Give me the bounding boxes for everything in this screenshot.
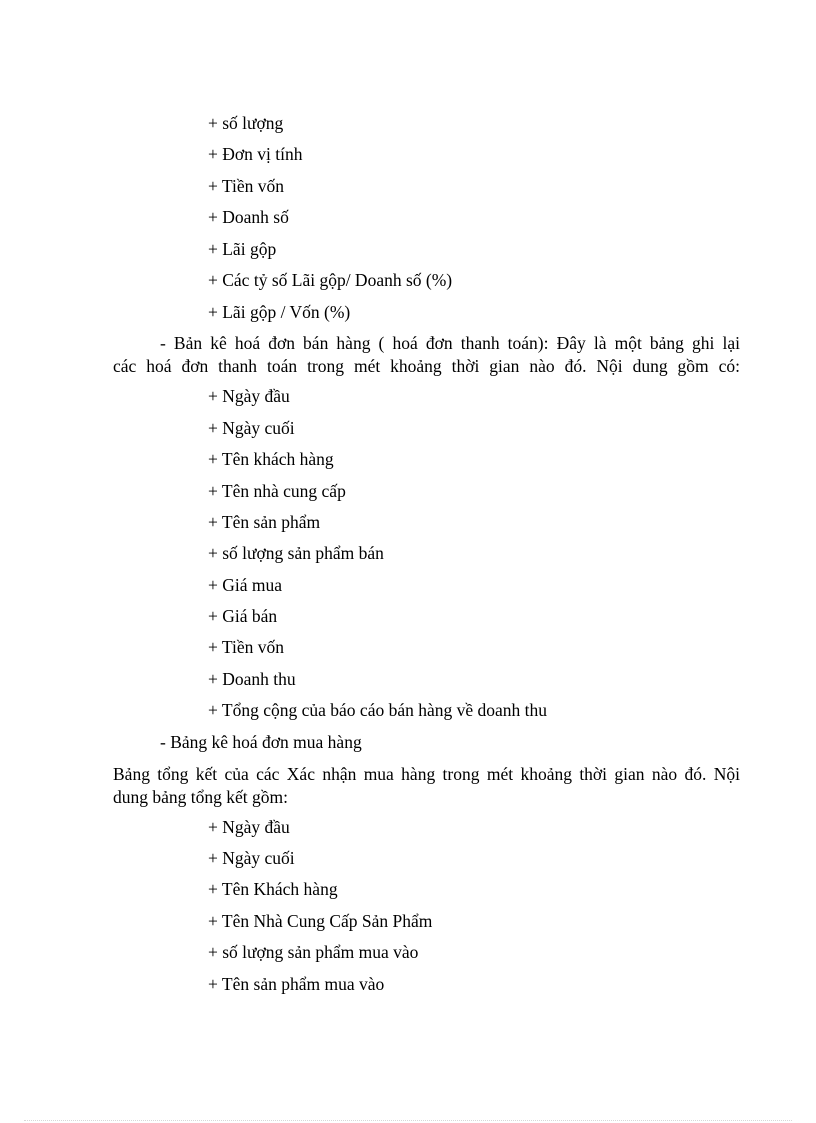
list-item: + Tên sản phẩm mua vào xyxy=(208,974,385,994)
page-bottom-divider xyxy=(24,1120,792,1121)
list-item: + Giá bán xyxy=(208,606,278,626)
list-item: + Đơn vị tính xyxy=(208,144,303,164)
list-item: + Tên Nhà Cung Cấp Sản Phẩm xyxy=(208,911,433,931)
paragraph-line: các hoá đơn thanh toán trong mét khoảng thời gian nào đó. Nội dung gồm có: xyxy=(113,356,740,376)
list-item: + Doanh số xyxy=(208,207,289,227)
list-item: + Doanh thu xyxy=(208,669,296,689)
list-item: + Tiền vốn xyxy=(208,176,285,196)
section-heading-sales-invoice: - Bản kê hoá đơn bán hàng ( hoá đơn thanh toán): Đây là một bảng ghi lại xyxy=(160,333,740,353)
list-item: + Ngày cuối xyxy=(208,848,295,868)
list-item: + Tên khách hàng xyxy=(208,449,334,469)
list-item: + Tổng cộng của báo cáo bán hàng về doanh thu xyxy=(208,700,548,720)
list-item: + Ngày cuối xyxy=(208,418,295,438)
list-item: + Ngày đầu xyxy=(208,386,290,406)
paragraph-line: dung bảng tổng kết gồm: xyxy=(113,787,288,807)
list-item: + Các tỷ số Lãi gộp/ Doanh số (%) xyxy=(208,270,453,290)
list-item: + Tiền vốn xyxy=(208,637,285,657)
paragraph-line: Bảng tổng kết của các Xác nhận mua hàng trong mét khoảng thời gian nào đó. Nội xyxy=(113,764,740,784)
list-item: + số lượng sản phẩm bán xyxy=(208,543,384,563)
list-item: + số lượng xyxy=(208,113,284,133)
list-item: + Tên nhà cung cấp xyxy=(208,481,346,501)
list-item: + số lượng sản phẩm mua vào xyxy=(208,942,419,962)
list-item: + Lãi gộp xyxy=(208,239,277,259)
list-item: + Giá mua xyxy=(208,575,283,595)
section-heading-purchase-invoice: - Bảng kê hoá đơn mua hàng xyxy=(160,732,362,752)
list-item: + Tên sản phẩm xyxy=(208,512,321,532)
list-item: + Lãi gộp / Vốn (%) xyxy=(208,302,351,322)
list-item: + Ngày đầu xyxy=(208,817,290,837)
list-item: + Tên Khách hàng xyxy=(208,879,338,899)
